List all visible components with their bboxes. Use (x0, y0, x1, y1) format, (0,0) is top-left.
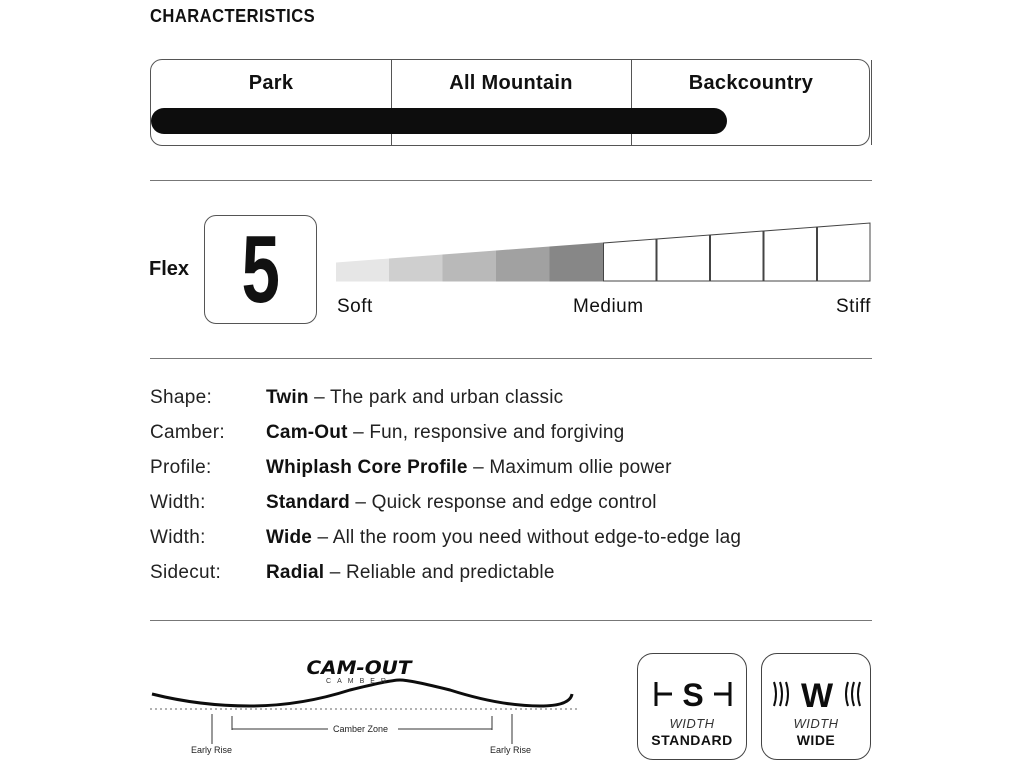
spec-name: Radial (266, 562, 325, 583)
spec-key: Camber: (150, 422, 225, 443)
spec-name: Whiplash Core Profile (266, 457, 468, 478)
spec-key: Shape: (150, 387, 213, 408)
spec-description: – All the room you need without edge-to-edge lag (312, 527, 742, 548)
width-wide-icon (762, 654, 872, 714)
terrain-label-park: Park (248, 72, 294, 94)
terrain-label-all-mountain: All Mountain (449, 72, 573, 94)
flex-step (657, 235, 710, 281)
width-wide-main: WIDE (796, 732, 836, 748)
cam-out-logo (283, 658, 435, 686)
spec-row (150, 527, 870, 555)
spec-name: Cam-Out (266, 422, 348, 443)
spec-row (150, 387, 870, 415)
flex-step (550, 243, 603, 281)
spec-name: Twin (266, 387, 309, 408)
svg-text:W: W (800, 677, 834, 714)
spec-value (266, 457, 672, 479)
flex-step (443, 251, 496, 281)
width-wide-badge (761, 653, 871, 760)
terrain-label-backcountry: Backcountry (688, 72, 814, 94)
camber-zone-label: Camber Zone (333, 724, 389, 734)
flex-step (818, 223, 871, 281)
terrain-chart (150, 59, 870, 146)
spec-description: – Maximum ollie power (467, 457, 672, 478)
spec-description: – Fun, responsive and forgiving (347, 422, 625, 443)
terrain-range-bar (151, 108, 727, 134)
spec-row (150, 562, 870, 590)
width-standard-main: STANDARD (651, 732, 733, 748)
cam-out-logo-text: CAM-OUT (306, 657, 412, 679)
divider (150, 620, 872, 621)
early-rise-left-label: Early Rise (191, 745, 233, 755)
spec-description: – Reliable and predictable (324, 562, 555, 583)
flex-value-box (204, 215, 317, 324)
section-title: CHARACTERISTICS (150, 6, 316, 26)
flex-step (604, 239, 657, 281)
width-standard-icon (638, 654, 748, 714)
flex-step (497, 247, 550, 281)
spec-name: Wide (266, 527, 313, 548)
cam-out-logo-subtext: CAMBER (326, 678, 392, 685)
flex-step (336, 259, 389, 281)
flex-label-stiff: Stiff (836, 296, 871, 317)
spec-key: Width: (150, 527, 206, 548)
divider (150, 180, 872, 181)
spec-description: – Quick response and edge control (349, 492, 657, 513)
flex-label-soft: Soft (337, 296, 373, 317)
flex-scale (336, 220, 876, 286)
width-standard-sub: WIDTH (669, 716, 715, 731)
flex-step (711, 231, 764, 281)
spec-value (266, 492, 657, 514)
flex-value: 5 (241, 215, 280, 323)
width-wide-sub: WIDTH (793, 716, 839, 731)
svg-text:S: S (682, 677, 704, 713)
divider (150, 358, 872, 359)
spec-value (266, 562, 555, 584)
flex-label: Flex (149, 258, 190, 280)
spec-value (266, 387, 563, 409)
spec-name: Standard (266, 492, 350, 513)
spec-value (266, 422, 624, 444)
spec-row (150, 422, 870, 450)
spec-key: Sidecut: (150, 562, 222, 583)
spec-description: – The park and urban classic (308, 387, 564, 408)
early-rise-right-label: Early Rise (490, 745, 532, 755)
spec-value (266, 527, 741, 549)
spec-row (150, 457, 870, 485)
flex-step (390, 255, 443, 281)
flex-step (764, 227, 817, 281)
spec-key: Profile: (150, 457, 212, 478)
width-standard-badge (637, 653, 747, 760)
spec-row (150, 492, 870, 520)
flex-label-medium: Medium (573, 296, 644, 317)
spec-key: Width: (150, 492, 206, 513)
